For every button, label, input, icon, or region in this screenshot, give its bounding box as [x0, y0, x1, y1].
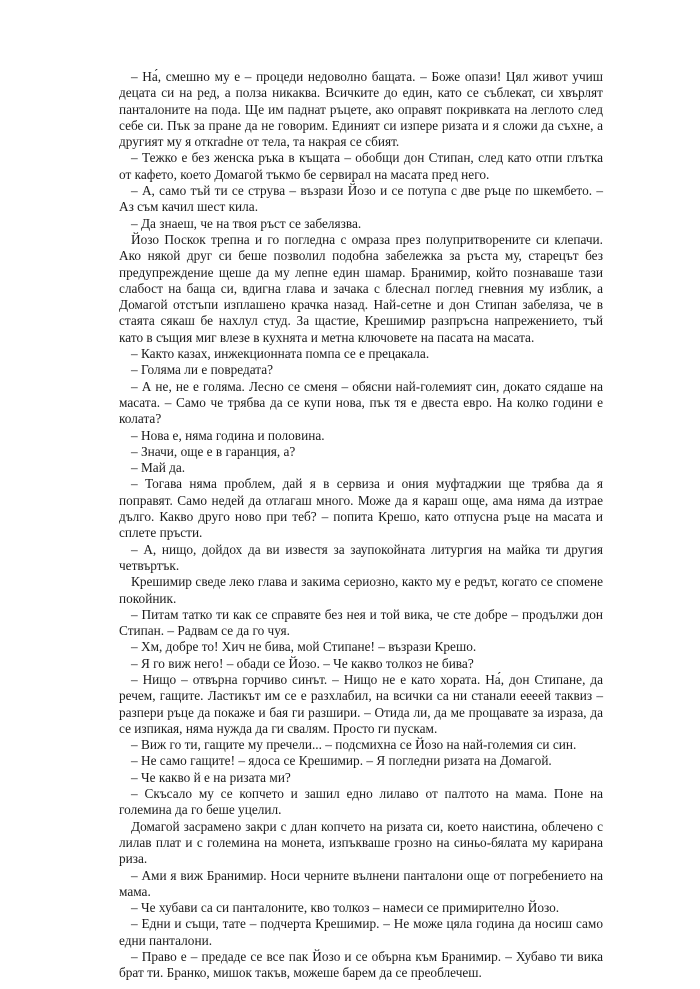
- paragraph: Крешимир сведе леко глава и закима сериозно, както му е редът, когато се спомене покойник.: [119, 574, 603, 606]
- paragraph: – Ами я виж Бранимир. Носи черните вълнени панталони още от погребението на мама.: [119, 867, 603, 899]
- paragraph: – Хм, добре то! Хич не бива, мой Стипане! – възрази Крешо.: [131, 639, 477, 655]
- paragraph: Домагой засрамено закри с длан копчето на ризата си, което наистина, облечено с лилав плат и с големина на монета, изпъкваше грозно на синьо-бялата му карирана риза.: [119, 818, 603, 867]
- paragraph: – Виж го ти, гащите му пречели... – подсмихна се Йозо на най-големия си син.: [131, 737, 577, 753]
- paragraph: – А, само тъй ти се струва – възрази Йозо и се потупа с две ръце по шкембето. – Аз съм качил шест кила.: [119, 183, 603, 215]
- paragraph: – А, нищо, дойдох да ви известя за заупокойната литургия на майка ти другия четвъртък.: [119, 541, 603, 573]
- paragraph: – Че хубави са си панталоните, кво толкоз – намеси се примирително Йозо.: [131, 900, 560, 916]
- paragraph: – Голяма ли е повредата?: [131, 362, 274, 378]
- paragraph: – Че какво й е на ризата ми?: [131, 769, 291, 785]
- paragraph: – Май да.: [131, 460, 186, 476]
- paragraph: – Я го виж него! – обади се Йозо. – Че какво толкоз не бива?: [131, 655, 474, 671]
- paragraph: – Нищо – отвърна горчиво синът. – Нищо не е като хората. На́, дон Стипане, да речем, гащите. Ластикът им се е разхлабил, на всички са ни станали еееей таквиз – разпери ръце да покаже и бая ги разшири. – Отида ли, да ме прощавате за израза, да се изпикая, няма нужда да ги свалям. Просто ги пускам.: [119, 671, 603, 736]
- paragraph: – Значи, още е в гаранция, а?: [131, 443, 296, 459]
- paragraph: – Както казах, инжекционната помпа се е прецакала.: [131, 346, 430, 362]
- paragraph: – А не, не е голяма. Лесно се сменя – обясни най-големият син, докато сядаше на масата. – Само че трябва да се купи нова, пък тя е двеста евро. На колко години е колата?: [119, 378, 603, 427]
- paragraph: – Питам татко ти как се справяте без нея и той вика, че сте добре – продължи дон Стипан. – Радвам се да го чуя.: [119, 606, 603, 639]
- paragraph: – Да знаеш, че на твоя ръст се забелязва.: [131, 215, 362, 231]
- paragraph: – Скъсало му се копчето и зашил едно лилаво от палтото на мама. Поне на големина да го беше уцелил.: [119, 786, 603, 818]
- paragraph: – Едни и същи, тате – подчерта Крешимир. – Не може цяла година да носиш само едни панталони.: [119, 916, 603, 948]
- paragraph: – На́, смешно му е – процеди недоволно бащата. – Боже опази! Цял живот учиш децата си на ред, а полза никаква. Всичките до един, като се съблекат, си хвърлят панталоните на пода. Ще им паднат ръцете, ако оправят покривката на леглото след себе си. Пък за пране да не говорим. Единият си изпере ризата и я сложи да съхне, а другият му я откradне от тела, та накрая се сбият.: [119, 69, 603, 150]
- paragraph: – Не само гащите! – ядоса се Крешимир. – Я погледни ризата на Домагой.: [131, 753, 552, 769]
- body-text: [119, 69, 603, 982]
- paragraph: – Тежко е без женска ръка в къщата – обобщи дон Стипан, след като отпи глътка от кафето, което Домагой тъкмо бе сервирал на масата пред него.: [119, 150, 603, 182]
- paragraph: Йозо Поскок трепна и го погледна с омраза през полупритворените си клепачи. Ако някой друг си беше позволил подобна забележка за ръста му, старецът без предупреждение щеше да му лепне един шамар. Бранимир, който познаваше тази слабост на баща си, вдигна глава и зачака с блеснал поглед гневния му изблик, а Домагой отстъпи изплашено крачка назад. Най-сетне и дон Стипан забеляза, че в стаята сякаш бе нахлул студ. За щастие, Крешимир разпръсна напрежението, тъй като в същия миг влезе в кухнята и метна ключовете на пасата на масата.: [119, 231, 603, 345]
- paragraph: – Тогава няма проблем, дай я в сервиза и ония муфтаджии ще трябва да я поправят. Само недей да отлагаш много. Може да я караш още, ама няма да изтрае дълго. Какво друго ново при теб? – попита Крешо, като отпусна ръце на масата и сплете пръсти.: [119, 476, 603, 541]
- paragraph: – Нова е, няма година и половина.: [131, 427, 325, 443]
- paragraph: – Право е – предаде се все пак Йозо и се обърна към Бранимир. – Хубаво ти вика брат ти. Бранко, мишок такъв, можеше барем да се преоблечеш.: [119, 949, 603, 981]
